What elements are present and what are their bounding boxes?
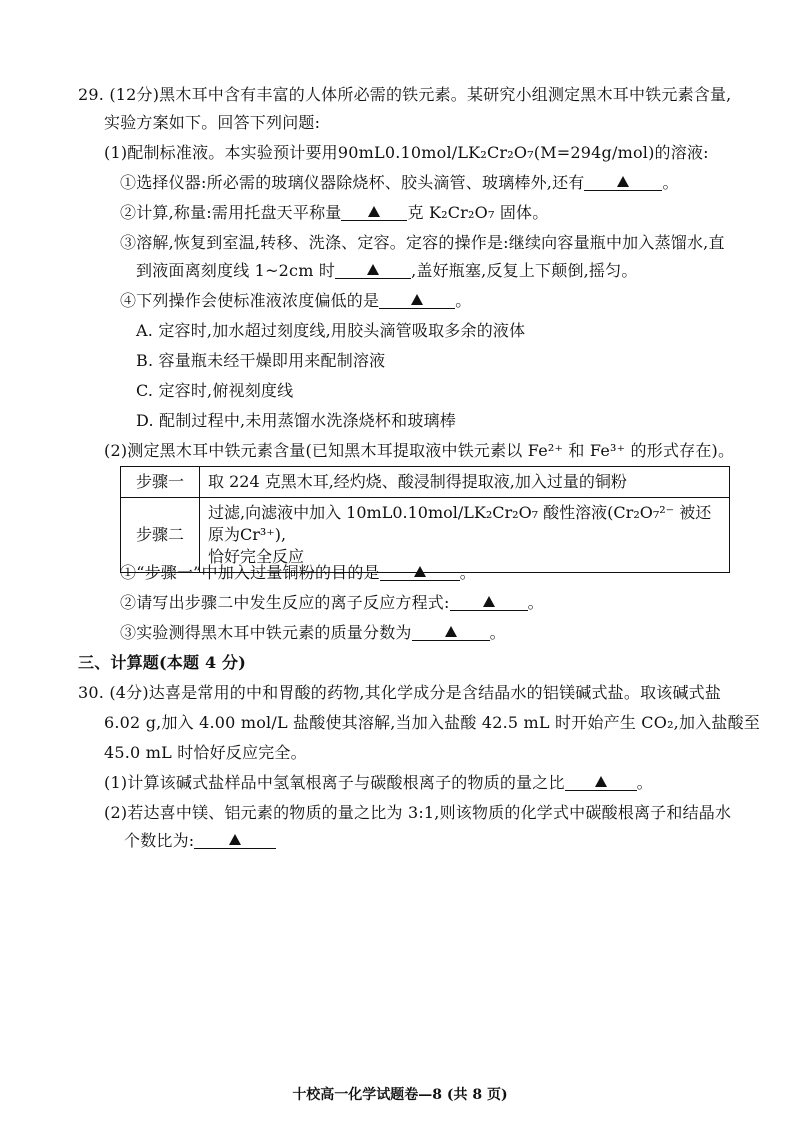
triangle-icon [411,294,423,305]
q29-sub1 [120,172,679,194]
q30-part2-text: 个数比为: [124,831,195,850]
q29-line1: 29. (12分)黑木耳中含有丰富的人体所必需的铁元素。某研究小组测定黑木耳中铁元素含量, [78,85,732,104]
q29-step-q2-text: ②请写出步骤二中发生反应的离子反应方程式: [120,593,450,612]
q30-part1 [104,772,653,794]
answer-blank-6[interactable] [450,592,528,611]
q29-part2: (2)测定黑木耳中铁元素含量(已知黑木耳提取液中铁元素以 Fe²⁺ 和 Fe³⁺ 的形式存在)。 [104,441,735,460]
q29-sub3-text: 到液面离刻度线 1~2cm 时 [136,261,336,280]
answer-blank-5[interactable] [380,562,460,581]
q29-sub2-text: ②计算,称量:需用托盘天平称量 [120,203,342,222]
answer-blank-7[interactable] [412,622,490,641]
option-d: D. 配制过程中,未用蒸馏水洗涤烧杯和玻璃棒 [136,411,456,430]
q30-line1: 30. (4分)达喜是常用的中和胃酸的药物,其化学成分是含结晶水的铝镁碱式盐。取该碱式盐 [78,683,722,702]
q29-sub3-line1: ③溶解,恢复到室温,转移、洗涤、定容。定容的操作是:继续向容量瓶中加入蒸馏水,直 [120,233,725,252]
q29-part1: (1)配制标准液。本实验预计要用90mL0.10mol/LK₂Cr₂O₇(M=294g/mol)的溶液: [104,143,709,162]
q30-part1-text: (1)计算该碱式盐样品中氢氧根离子与碳酸根离子的物质的量之比 [104,773,565,792]
q30-line3: 45.0 mL 时恰好反应完全。 [104,743,307,762]
triangle-icon [595,776,607,787]
triangle-icon [483,596,495,607]
q29-step-q3 [120,622,506,644]
q29-step-q1-end: 。 [459,563,476,582]
q29-sub4-end: 。 [455,291,472,310]
option-c: C. 定容时,俯视刻度线 [136,381,294,400]
triangle-icon [445,626,457,637]
q29-sub1-end: 。 [662,173,679,192]
triangle-icon [414,566,426,577]
answer-blank-9[interactable] [194,830,276,849]
step2-text-line1: 过滤,向滤液中加入 10mL0.10mol/LK₂Cr₂O₇ 酸性溶液(Cr₂O₇²⁻ 被还原为Cr³⁺), [208,503,712,544]
answer-blank-1[interactable] [584,172,662,191]
q30-line2: 6.02 g,加入 4.00 mol/L 盐酸使其溶解,当加入盐酸 42.5 mL 时开始产生 CO₂,加入盐酸至 [104,713,760,732]
answer-blank-4[interactable] [379,290,455,309]
option-a: A. 定容时,加水超过刻度线,用胶头滴管吸取多余的液体 [136,321,526,340]
answer-blank-3[interactable] [335,260,411,279]
q29-sub2-end: 克 K₂Cr₂O₇ 固体。 [407,203,549,222]
answer-blank-8[interactable] [565,772,637,791]
q29-sub3-end: ,盖好瓶塞,反复上下颠倒,摇匀。 [411,261,638,280]
q29-step-q3-text: ③实验测得黑木耳中铁元素的质量分数为 [120,623,412,642]
step2-label: 步骤二 [121,498,200,573]
q29-sub2 [120,202,548,224]
section-title: 三、计算题(本题 4 分) [78,653,247,672]
q29-sub4-text: ④下列操作会使标准液浓度偏低的是 [120,291,380,310]
q29-sub1-text: ①选择仪器:所必需的玻璃仪器除烧杯、胶头滴管、玻璃棒外,还有 [120,173,585,192]
q29-step-q1 [120,562,476,584]
step2-text-line2: 恰好完全反应 [208,547,305,566]
triangle-icon [617,176,629,187]
q29-sub3-line2 [136,260,638,282]
q30-part2-line1: (2)若达喜中镁、铝元素的物质的量之比为 3:1,则该物质的化学式中碳酸根离子和结晶水 [104,803,732,822]
q29-step-q1-text: ①“步骤一”中加入过量铜粉的目的是 [120,563,380,582]
steps-table [120,466,730,573]
triangle-icon [229,834,241,845]
answer-blank-2[interactable] [341,202,407,221]
step1-label: 步骤一 [121,467,200,498]
q29-step-q2-end: 。 [527,593,544,612]
page-footer: 十校高一化学试题卷—8 (共 8 页) [292,1087,508,1103]
q29-sub4 [120,290,471,312]
q29-line2: 实验方案如下。回答下列问题: [104,113,321,132]
table-row [121,467,730,498]
triangle-icon [368,206,380,217]
step1-text: 取 224 克黑木耳,经灼烧、酸浸制得提取液,加入过量的铜粉 [200,467,730,498]
q29-step-q2 [120,592,544,614]
q29-step-q3-end: 。 [489,623,506,642]
triangle-icon [367,264,379,275]
q30-part2-line2 [124,830,276,852]
q30-part1-end: 。 [636,773,653,792]
option-b: B. 容量瓶未经干燥即用来配制溶液 [136,351,386,370]
